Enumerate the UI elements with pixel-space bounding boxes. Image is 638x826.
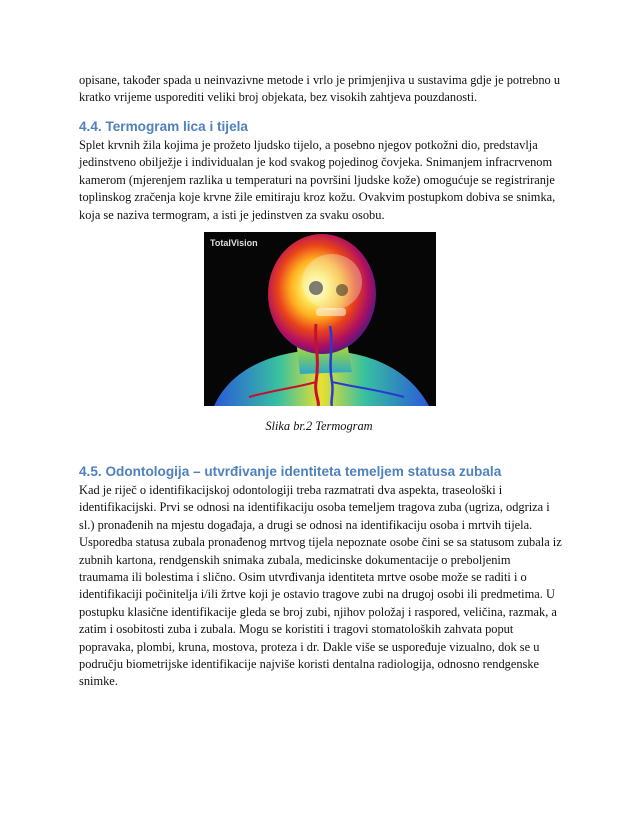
text-line: kamerom (mjerenjem razlika u temperaturi na površini ljudske kože) omogućuje se registriranje xyxy=(79,172,555,187)
text-line: snimke. xyxy=(79,674,118,689)
totalvision-logo: TotalVision xyxy=(210,238,258,248)
intro-paragraph xyxy=(79,72,569,107)
text-line: zubnih kartona, rendgenskih snimaka zubala, medicinske dokumentacije o preboljenim xyxy=(79,552,511,567)
text-line: Splet krvnih žila kojima je prožeto ljudsko tijelo, a posebno njegov potkožni dio, predstavlja xyxy=(79,138,538,152)
text-line: toplinskog zračenja koje krvne žile emitiraju kroz kožu. Ovakvim postupkom dobiva se snimka, xyxy=(79,190,556,205)
thermogram-illustration xyxy=(204,232,436,406)
text-line: zatim i osobitosti zuba i zubala. Mogu se koristiti i tragovi stomatoloških zahvata poput xyxy=(79,622,514,637)
text-line: jedinstveno obilježje i individualan je kod svakog pojedinog čovjeka. Snimanjem infracrvenom xyxy=(79,155,553,170)
text-line: identifikacijski. Prvi se odnosi na identifikaciju osoba temeljem tragova zuba (ugriza, odgriza i xyxy=(79,500,550,515)
thermogram-image xyxy=(204,232,436,406)
text-line: Kad je riječ o identifikacijskoj odontologiji treba razmatrati dva aspekta, traseološki i xyxy=(79,483,503,497)
section-heading-4-4: 4.4. Termogram lica i tijela xyxy=(79,119,248,134)
text-line: kratko vrijeme usporediti veliki broj objekata, bez visokih zahtjeva pouzdanosti. xyxy=(79,90,478,105)
text-line: postupku klasične identifikacije gleda se broj zubi, njihov položaj i raspored, veličina, razmak, a xyxy=(79,604,557,619)
text-line: popravaka, plombi, kruna, mostova, proteza i dr. Dakle više se uspoređuje vizualno, dok se u xyxy=(79,639,540,654)
text-line: Usporedba statusa zubala pronađenog mrtvog tijela nepoznate osobe čini se sa statusom zubala iz xyxy=(79,535,562,550)
text-line: traumama ili bolestima i slično. Osim utvrđivanja identiteta mrtve osobe može se raditi i o xyxy=(79,570,527,585)
text-line: opisane, također spada u neinvazivne metode i vrlo je primjenjiva u sustavima gdje je potrebno u xyxy=(79,73,561,87)
text-line: sl.) pronađenih na mjestu događaja, a drugi se odnosi na identifikaciju osoba i mrtvih tijela. xyxy=(79,517,533,532)
text-line: koja se naziva termogram, a isti je jedinstven za svaku osobu. xyxy=(79,207,385,222)
section-4-4-paragraph xyxy=(79,137,569,224)
section-heading-4-5: 4.5. Odontologija – utvrđivanje identiteta temeljem statusa zubala xyxy=(79,464,502,479)
text-line: području biometrijske identifikacije najviše koristi dentalna radiologija, odnosno rendgenske xyxy=(79,657,540,672)
text-line: identifikaciji počinitelja i/ili žrtve koji je ostavio tragove zubi na drugoj osobi ili predmetima. U xyxy=(79,587,555,602)
section-4-5-paragraph xyxy=(79,482,569,691)
figure-caption: Slika br.2 Termogram xyxy=(265,419,373,433)
